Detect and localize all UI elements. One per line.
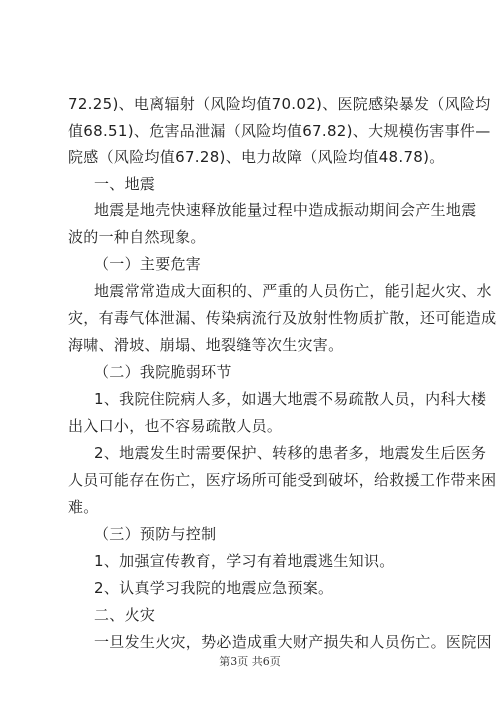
paragraph-line: 2、地震发生时需要保护、转移的患者多，地震发生后医务 — [94, 444, 487, 462]
paragraph-line: 1、我院住院病人多，如遇大地震不易疏散人员，内科大楼 — [94, 390, 487, 408]
paragraph-line: 一旦发生火灾，势必造成重大财产损失和人员伤亡。医院因 — [94, 633, 492, 651]
paragraph-line: 海啸、滑坡、崩塌、地裂缝等次生灾害。 — [68, 336, 344, 354]
paragraph-line: 院感（风险均值67.28)、电力故障（风险均值48.78)。 — [68, 148, 445, 166]
subheading-main-hazards: （一）主要危害 — [94, 255, 202, 273]
paragraph-line: 出入口小，也不容易疏散人员。 — [68, 417, 283, 435]
paragraph-line: 值68.51)、危害品泄漏（风险均值67.82)、大规模伤害事件— — [68, 122, 491, 140]
paragraph-line: 地震常常造成大面积的、严重的人员伤亡，能引起火灾、水 — [94, 282, 492, 300]
list-item: 1、加强宣传教育，学习有着地震逃生知识。 — [94, 552, 395, 570]
paragraph-line: 地震是地壳快速释放能量过程中造成振动期间会产生地震 — [94, 201, 477, 219]
paragraph-line: 灾，有毒气体泄漏、传染病流行及放射性物质扩散，还可能造成 — [68, 309, 497, 327]
paragraph-line: 人员可能存在伤亡，医疗场所可能受到破坏，给救援工作带来困 — [68, 471, 497, 489]
section-heading-earthquake: 一、地震 — [94, 175, 156, 193]
section-heading-fire: 二、火灾 — [94, 606, 156, 624]
page-footer: 第3页 共6页 — [219, 655, 281, 668]
paragraph-line: 72.25)、电离辐射（风险均值70.02)、医院感染暴发（风险均 — [68, 95, 491, 113]
paragraph-line: 波的一种自然现象。 — [68, 228, 206, 246]
subheading-prevention-control: （三）预防与控制 — [94, 525, 217, 543]
list-item: 2、认真学习我院的地震应急预案。 — [94, 579, 334, 597]
subheading-vulnerable-points: （二）我院脆弱环节 — [94, 363, 232, 381]
paragraph-line: 难。 — [68, 498, 99, 516]
